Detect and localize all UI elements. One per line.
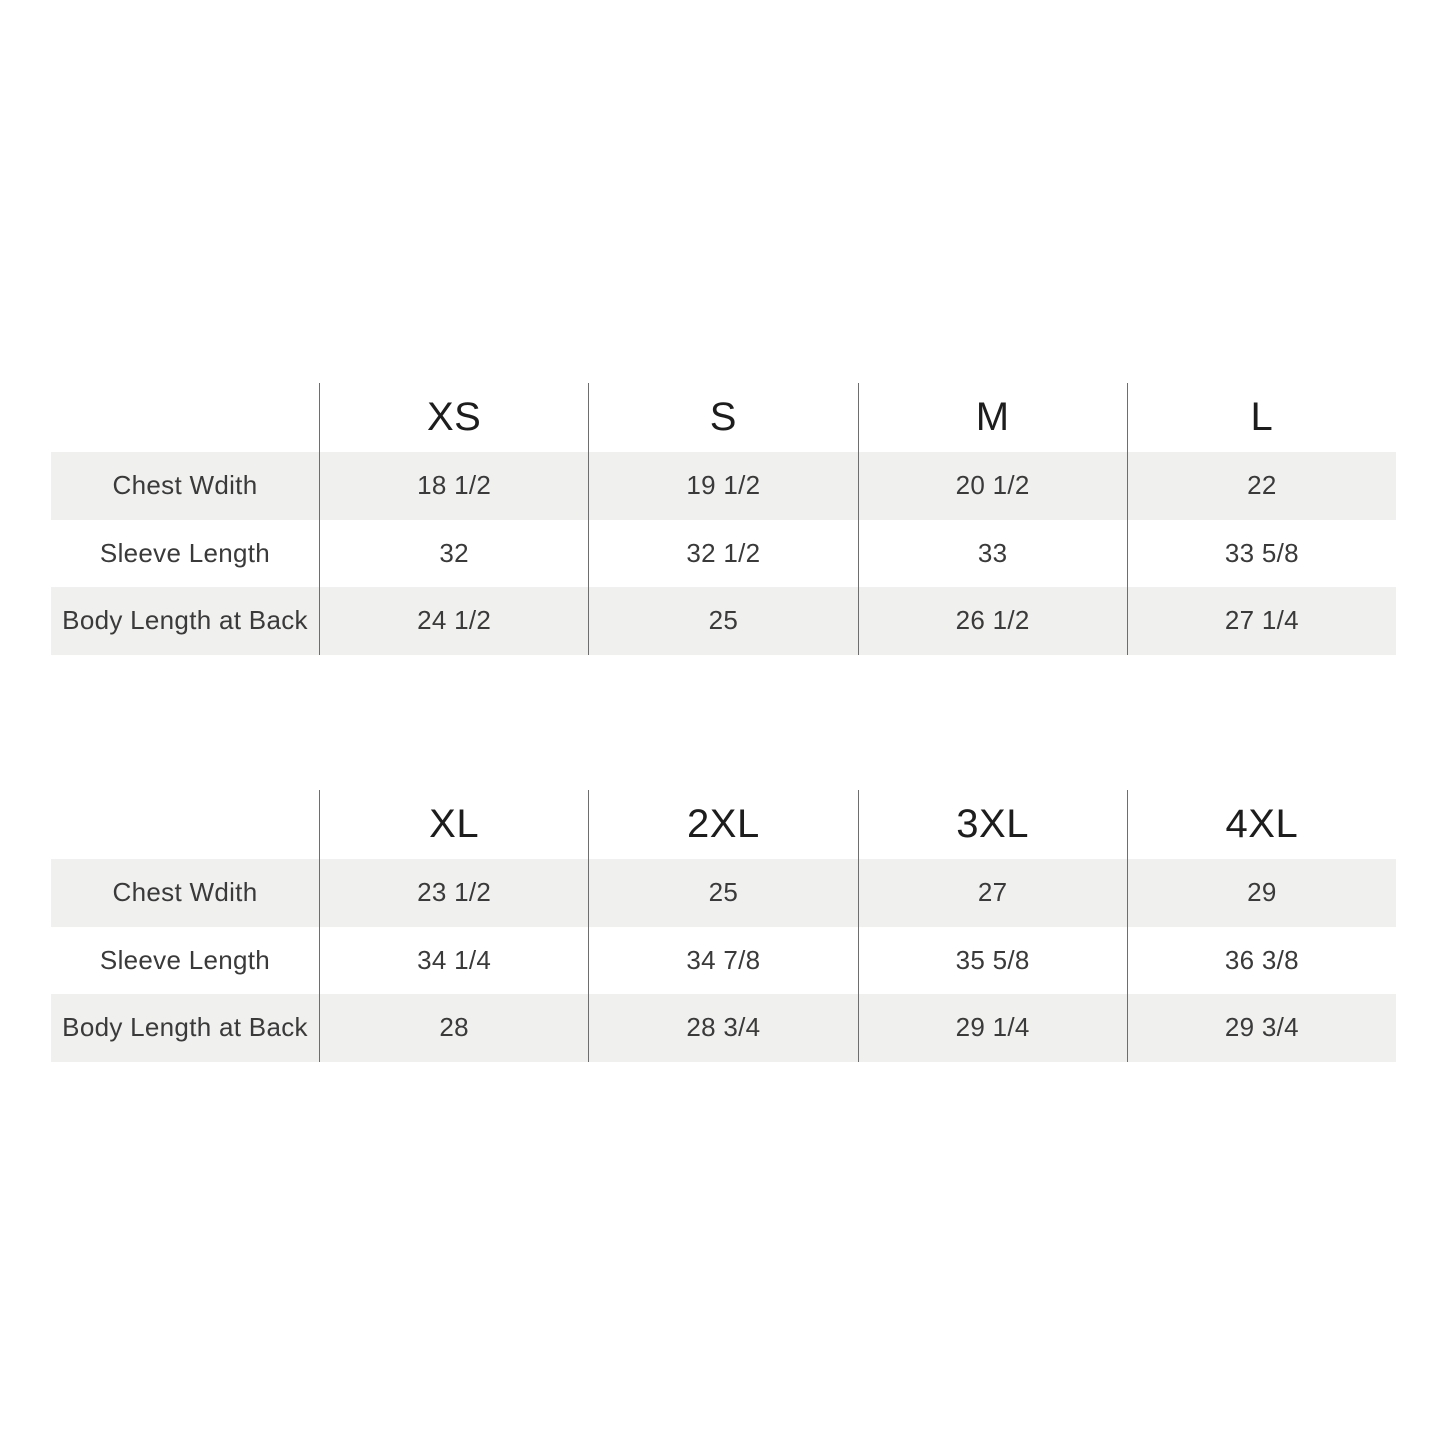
cell-value: 24 1/2 <box>319 587 588 655</box>
cell-value: 32 1/2 <box>588 520 857 588</box>
column-header-l: L <box>1127 383 1396 452</box>
cell-value: 19 1/2 <box>588 452 857 520</box>
cell-value: 36 3/8 <box>1127 927 1396 995</box>
size-table-small-sizes <box>51 383 1396 655</box>
size-table-large-sizes <box>51 790 1396 1062</box>
cell-value: 27 1/4 <box>1127 587 1396 655</box>
row-label: Body Length at Back <box>51 587 319 655</box>
cell-value: 25 <box>588 587 857 655</box>
cell-value: 28 3/4 <box>588 994 857 1062</box>
cell-value: 33 5/8 <box>1127 520 1396 588</box>
column-header-3xl: 3XL <box>858 790 1127 859</box>
row-label: Chest Wdith <box>51 859 319 927</box>
cell-value: 20 1/2 <box>858 452 1127 520</box>
column-header-m: M <box>858 383 1127 452</box>
cell-value: 29 3/4 <box>1127 994 1396 1062</box>
row-label: Chest Wdith <box>51 452 319 520</box>
cell-value: 18 1/2 <box>319 452 588 520</box>
table-row-sleeve-length <box>51 520 1396 588</box>
cell-value: 34 1/4 <box>319 927 588 995</box>
cell-value: 25 <box>588 859 857 927</box>
cell-value: 22 <box>1127 452 1396 520</box>
column-header-xl: XL <box>319 790 588 859</box>
header-spacer <box>51 790 319 859</box>
row-label: Sleeve Length <box>99 537 271 568</box>
row-label: Sleeve Length <box>99 944 271 975</box>
cell-value: 23 1/2 <box>319 859 588 927</box>
column-header-xs: XS <box>319 383 588 452</box>
column-header-s: S <box>588 383 857 452</box>
cell-value: 34 7/8 <box>588 927 857 995</box>
table-header-row <box>51 383 1396 452</box>
cell-value: 26 1/2 <box>858 587 1127 655</box>
table-header-row <box>51 790 1396 859</box>
cell-value: 32 <box>319 520 588 588</box>
column-header-2xl: 2XL <box>588 790 857 859</box>
cell-value: 28 <box>319 994 588 1062</box>
table-row-chest-width <box>51 859 1396 927</box>
column-header-4xl: 4XL <box>1127 790 1396 859</box>
table-row-body-length <box>51 994 1396 1062</box>
table-row-chest-width <box>51 452 1396 520</box>
cell-value: 33 <box>858 520 1127 588</box>
table-row-body-length <box>51 587 1396 655</box>
cell-value: 29 1/4 <box>858 994 1127 1062</box>
cell-value: 27 <box>858 859 1127 927</box>
row-label: Body Length at Back <box>51 994 319 1062</box>
cell-value: 35 5/8 <box>858 927 1127 995</box>
header-spacer <box>51 383 319 452</box>
table-row-sleeve-length <box>51 927 1396 995</box>
cell-value: 29 <box>1127 859 1396 927</box>
